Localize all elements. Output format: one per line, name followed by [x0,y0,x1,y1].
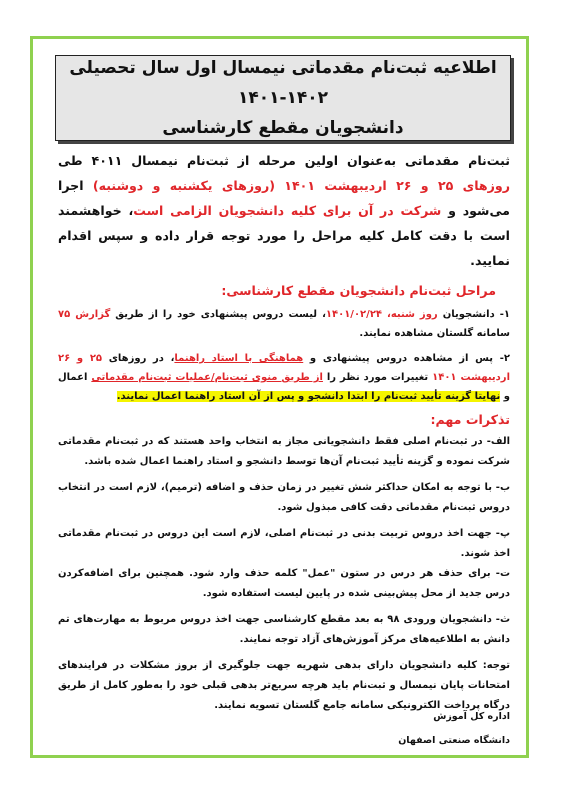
intro-text-2: اجرا می‌شود و [58,178,510,218]
intro-text-1: ثبت‌نام مقدماتی به‌عنوان اولین مرحله از ثبت‌نام نیمسال ۴۰۱۱ طی [58,153,510,168]
step-2-text-b: ، در روزهای [102,353,175,364]
note-pe: پ- جهت اخذ دروس تربیت بدنی در ثبت‌نام اصلی، لازم است این دروس در ثبت‌نام مقدماتی اخذ شوند. [58,528,510,559]
step-1-date: روز شنبه، ۱۴۰۱/۰۲/۲۴ [325,309,438,320]
intro-paragraph [58,148,510,273]
title-line-1: اطلاعیه ثبت‌نام مقدماتی نیمسال اول سال تحصیلی ۱۴۰۲-۱۴۰۱ [69,58,497,108]
step-1-text-c: سامانه گلستان مشاهده نمایند. [359,328,510,339]
step-1-text-a: ۱- دانشجویان [437,309,510,320]
step-2-text-c: تغییرات مورد نظر را [322,372,433,383]
step-2-confirm-highlight: نهایتا گزینه تأیید ثبت‌نام را ابتدا دانشجو و پس از آن استاد راهنما اعمال نمایند. [116,391,501,402]
step-1 [58,305,510,343]
step-2-text-d: اعمال و [58,372,510,402]
notes-title: تذکرات مهم: [430,412,510,427]
note-be: ب- با توجه به امکان حداکثر شش تغییر در زمان حذف و اضافه (ترمیم)، لازم است در انتخاب دروس ثبت‌نام مقدماتی دقت کافی مبذول شود. [58,482,510,513]
signature-office: اداره کل آموزش [433,711,510,722]
signature-block [380,705,510,753]
signature-university: دانشگاه صنعتی اصفهان [398,735,510,746]
note-alef: الف- در ثبت‌نام اصلی فقط دانشجویانی مجاز به انتخاب واحد هستند که در ثبت‌نام مقدماتی شرکت نموده و گزینه تأیید ثبت‌نام آن‌ها توسط دانشجو و استاد راهنما اعمال شده باشد. [58,436,510,467]
steps-heading: مراحل ثبت‌نام دانشجویان مقطع کارشناسی: [221,283,496,298]
announcement-title-box [55,55,511,141]
step-2-advisor: هماهنگی با استاد راهنما [174,353,304,364]
step-1-text-b: ، لیست دروس پیشنهادی خود را از طریق [110,309,326,320]
step-2 [58,349,510,406]
step-2-menu: از طریق منوی ثبت‌نام/عملیات ثبت‌نام مقدماتی [91,372,323,383]
intro-dates: روزهای ۲۵ و ۲۶ اردیبهشت ۱۴۰۱ (روزهای یکشنبه و دوشنبه) [92,178,510,193]
title-line-2: دانشجویان مقطع کارشناسی [162,118,404,138]
note-se: ث- دانشجویان ورودی ۹۸ به بعد مقطع کارشناسی جهت اخذ دروس مربوط به مهارت‌های تم دانش به اطلاعیه‌های مرکز آموزش‌های آزاد توجه نمایند. [58,614,511,645]
announcement-body [58,148,510,716]
intro-text-3: ، خواهشمند است با دقت کامل کلیه مراحل را مورد توجه قرار داده و سپس اقدام نمایید. [58,203,510,268]
step-1-report: گزارش ۷۵ [58,309,111,320]
step-2-dates: ۲۵ و ۲۶ اردیبهشت ۱۴۰۱ [58,353,510,383]
step-2-text-a: ۲- پس از مشاهده دروس پیشنهادی و [303,353,511,364]
note-attention: توجه: کلیه دانشجویان دارای بدهی شهریه جهت جلوگیری از بروز مشکلات در فرایندهای امتحانات پایان نیمسال و ثبت‌نام باید هرچه سریع‌تر بدهی قبلی خود را به‌طور کامل از طریق درگاه پرداخت الکترونیکی سامانه جامع گلستان تسویه نمایند. [58,660,510,711]
intro-mandatory: شرکت در آن برای کلیه دانشجویان الزامی است [133,203,442,218]
note-te: ت- برای حذف هر درس در ستون "عمل" کلمه حذف وارد شود. همچنین برای اضافه‌کردن درس جدید از محل پیش‌بینی شده در پایین لیست استفاده شود. [58,568,510,599]
